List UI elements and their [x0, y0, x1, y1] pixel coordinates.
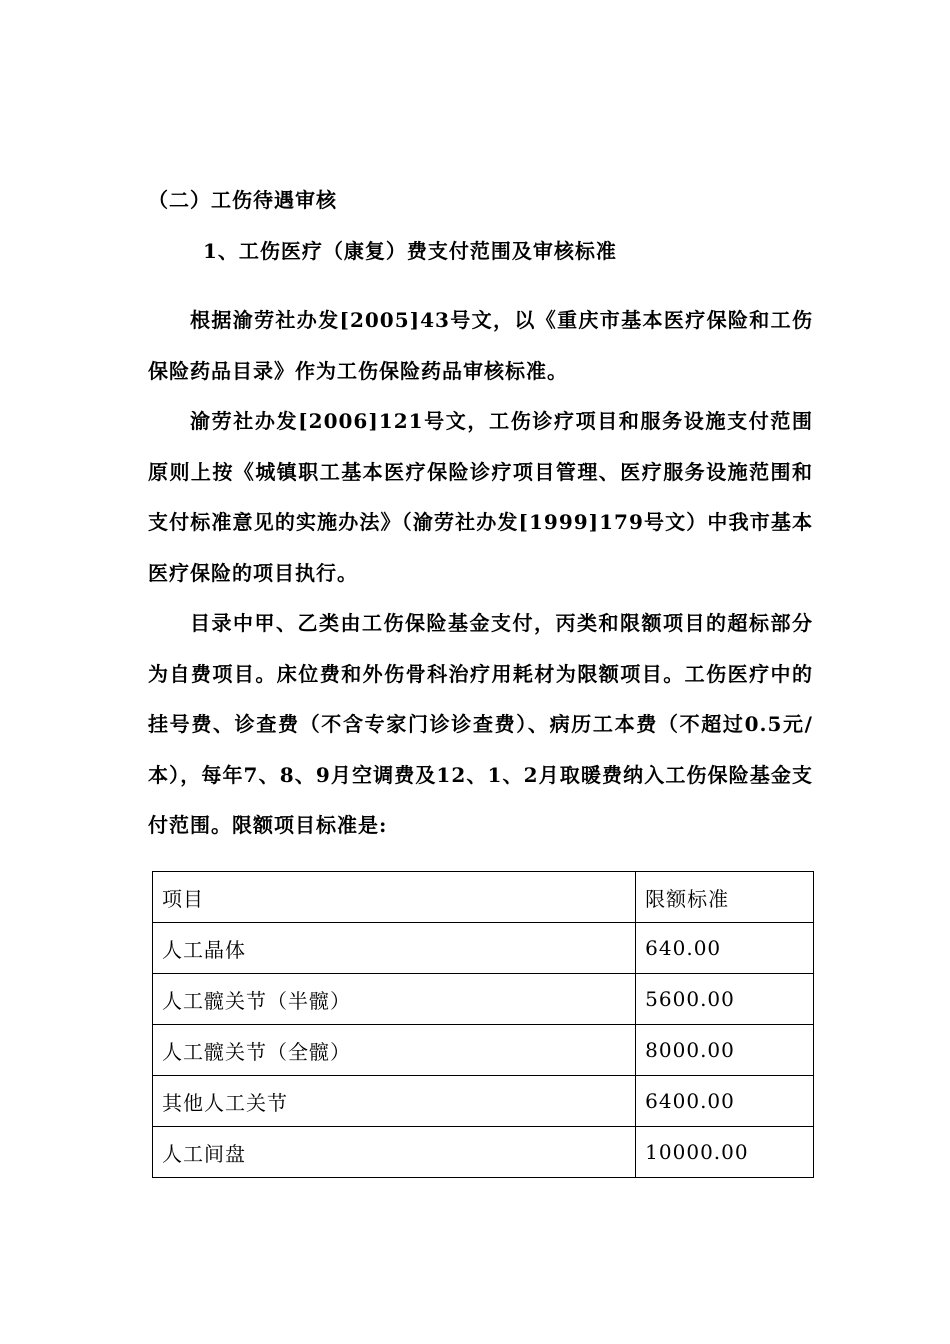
table-header-row	[153, 872, 814, 923]
paragraph-drug-standard: 根据渝劳社办发[2005]43号文，以《重庆市基本医疗保险和工伤保险药品目录》作为工伤保险药品审核标准。	[148, 308, 813, 383]
row-limit: 10000.00	[636, 1127, 814, 1178]
row-item: 人工髋关节（半髋）	[153, 974, 636, 1025]
header-item: 项目	[153, 872, 636, 923]
section-heading: （二）工伤待遇审核	[148, 188, 337, 212]
header-limit: 限额标准	[636, 872, 814, 923]
table-row	[153, 1025, 814, 1076]
subheading: 1、工伤医疗（康复）费支付范围及审核标准	[203, 239, 617, 263]
paragraph-payment-scope: 目录中甲、乙类由工伤保险基金支付，丙类和限额项目的超标部分为自费项目。床位费和外伤骨科治疗用耗材为限额项目。工伤医疗中的挂号费、诊查费（不含专家门诊诊查费）、病历工本费（不超过0.5元/本），每年7、8、9月空调费及12、1、2月取暖费纳入工伤保险基金支付范围。限额项目标准是:	[148, 611, 813, 837]
paragraph-treatment-scope: 渝劳社办发[2006]121号文，工伤诊疗项目和服务设施支付范围原则上按《城镇职工基本医疗保险诊疗项目管理、医疗服务设施范围和支付标准意见的实施办法》（渝劳社办发[1999]179号文）中我市基本医疗保险的项目执行。	[148, 409, 813, 585]
limit-standard-table	[152, 871, 814, 1178]
row-limit: 5600.00	[636, 974, 814, 1025]
table-row	[153, 1127, 814, 1178]
row-item: 人工晶体	[153, 923, 636, 974]
row-item: 人工髋关节（全髋）	[153, 1025, 636, 1076]
row-limit: 640.00	[636, 923, 814, 974]
row-item: 其他人工关节	[153, 1076, 636, 1127]
row-limit: 8000.00	[636, 1025, 814, 1076]
row-limit: 6400.00	[636, 1076, 814, 1127]
table-row	[153, 1076, 814, 1127]
table-row	[153, 923, 814, 974]
row-item: 人工间盘	[153, 1127, 636, 1178]
table-row	[153, 974, 814, 1025]
